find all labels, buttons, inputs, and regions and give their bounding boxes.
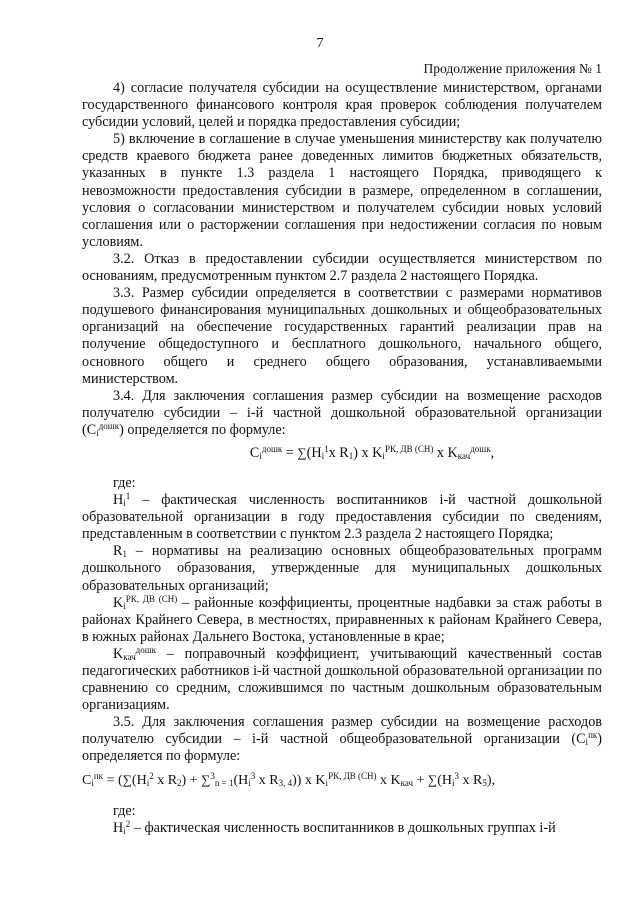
formula-preschool-subsidy: $C_i^{дошк} = \sum(Н_i^1x$ $R_1$) x $K_i^{РК, ДВ (СН)}$ x $K_{кач}^{дошк}$, [249,443,495,461]
definition-k-kach: $K_{кач}^{дошк}$ – поправочный коэффициент, учитывающий качественный состав педагогических работников i-й частной дошкольной образовательной организации по сравнению со средним, сложившимся по частным дошкольным образовательным организациям. [82,644,602,714]
appendix-continuation-note: Продолжение приложения № 1 [423,61,602,76]
paragraph-3-4-intro: 3.4. Для заключения соглашения размер субсидии на возмещение расходов получателю субсидии – i-й частной дошкольной образовательной организации (C [82,387,602,438]
definition-k-kach-text: – поправочный коэффициент, учитывающий качественный состав педагогических работников i-й частной дошкольной образовательной организации по сравнению со средним, сложившимся по частным дошкольным образовательным организациям. [82,645,602,714]
k-kach-subscript: кач [123,651,136,662]
definition-h1: $Н_i^1$ – фактическая численность воспитанников i-й частной дошкольной образовательной организации в году предоставления субсидии по сведениям, представленным в соответствии с пунктом 2.3 раздела 2 настоящего Порядка; [82,491,602,543]
paragraph-3-2: 3.2. Отказ в предоставлении субсидии осуществляется министерством по основаниям, предусмотренным пунктом 2.7 раздела 2 настоящего Порядка. [82,250,602,285]
definition-h1-text: – фактическая численность воспитанников i-й частной дошкольной образовательной организации в году предоставления субсидии по сведениям, представленным в соответствии с пунктом 2.3 раздела 2 настоящего Порядка; [82,492,602,543]
paragraph-3-5: 3.5. Для заключения соглашения размер субсидии на возмещение расходов получателю субсидии – i-й частной общеобразовательной организации $(C_i^{пк})$ определяется по формуле: [82,714,602,765]
h1-superscript: 1 [125,491,131,502]
definition-r1-text: – нормативы на реализацию основных общеобразовательных программ дошкольного образования, утвержденные для муниципальных дошкольных образовательных организаций; [82,543,602,594]
paragraph-3-5-tail: ) определяется по формуле: [82,731,602,765]
definition-k-rk: $K_i^{РК, ДВ (СН)}$ – районные коэффициенты, процентные надбавки за стаж работы в районах Крайнего Севера, в местностях, приравненных к районам Крайнего Севера, в южных районах Дальнего Востока, установленные в крае; [82,593,602,645]
document-body [82,80,602,837]
where-label-1: где: [113,474,136,491]
definition-h2-text: – фактическая численность воспитанников в дошкольных группах i-й [130,819,556,836]
definition-r1: $R_1$ – нормативы на реализацию основных общеобразовательных программ дошкольного образования, утвержденные для муниципальных дошкольных образовательных организаций; [82,543,602,594]
paragraph-3-3: 3.3. Размер субсидии определяется в соответствии с размерами нормативов подушевого финансирования муниципальных дошкольных и общеобразовательных организаций на обеспечение государственных гарантий реализации прав на получение общедоступного и бесплатного дошкольного, начального общего, основного общего и среднего общего образования, устанавливаемыми министерством. [82,285,602,387]
k-kach-superscript: дошк [135,644,157,655]
paragraph-4: 4) согласие получателя субсидии на осуществление министерством, органами государственного финансового контроля края проверок соблюдения получателем субсидии условий, целей и порядка предоставления субсидии; [82,80,602,131]
definition-h2: $Н_i^2$ – фактическая численность воспитанников в дошкольных группах i-й [113,818,556,836]
paragraph-3-4: 3.4. Для заключения соглашения размер субсидии на возмещение расходов получателю субсидии – i-й частной дошкольной образовательной организации $(C_i^{дошк})$ определяется по формуле: [82,387,602,438]
k-rk-superscript: РК, ДВ (СН) [125,593,178,604]
subsidy-general-superscript: пк [588,730,598,741]
paragraph-3-5-intro: 3.5. Для заключения соглашения размер субсидии на возмещение расходов получателю субсидии – i-й частной общеобразовательной организации (C [82,714,602,748]
subsidy-preschool-superscript: дошк [98,420,120,431]
page-number: 7 [316,36,324,51]
formula-general-education-subsidy: $C_i^{пк} = (\sum(Н_i^2$ x $R_2) + \sum^3_{n = 1}(Н_i^3$ x $R_{3, 4}$)) x $K_i^{РК, ДВ (СН)}$ x $K_{кач} + \sum(Н_i^3$ x $R_5$), [82,770,495,788]
paragraph-5: 5) включение в соглашение в случае уменьшения министерству как получателю средств краевого бюджета ранее доведенных лимитов бюджетных обязательств, указанных в пункте 1.3 раздела 1 настоящего Порядка, приводящего к невозможности предоставления субсидии в размере, определенном в соглашении, условия о согласовании министерством и получателем субсидии новых условий соглашения или о расторжении соглашения при недостижении согласия по новым условиям. [82,131,602,250]
h2-superscript: 2 [125,818,131,829]
paragraph-3-4-tail: ) определяется по формуле: [119,421,286,438]
where-label-2: где: [113,802,136,819]
definition-k-rk-text: – районные коэффициенты, процентные надбавки за стаж работы в районах Крайнего Севера, в местностях, приравненных к районам Крайнего Севера, в южных районах Дальнего Востока, установленные в крае; [82,594,602,645]
